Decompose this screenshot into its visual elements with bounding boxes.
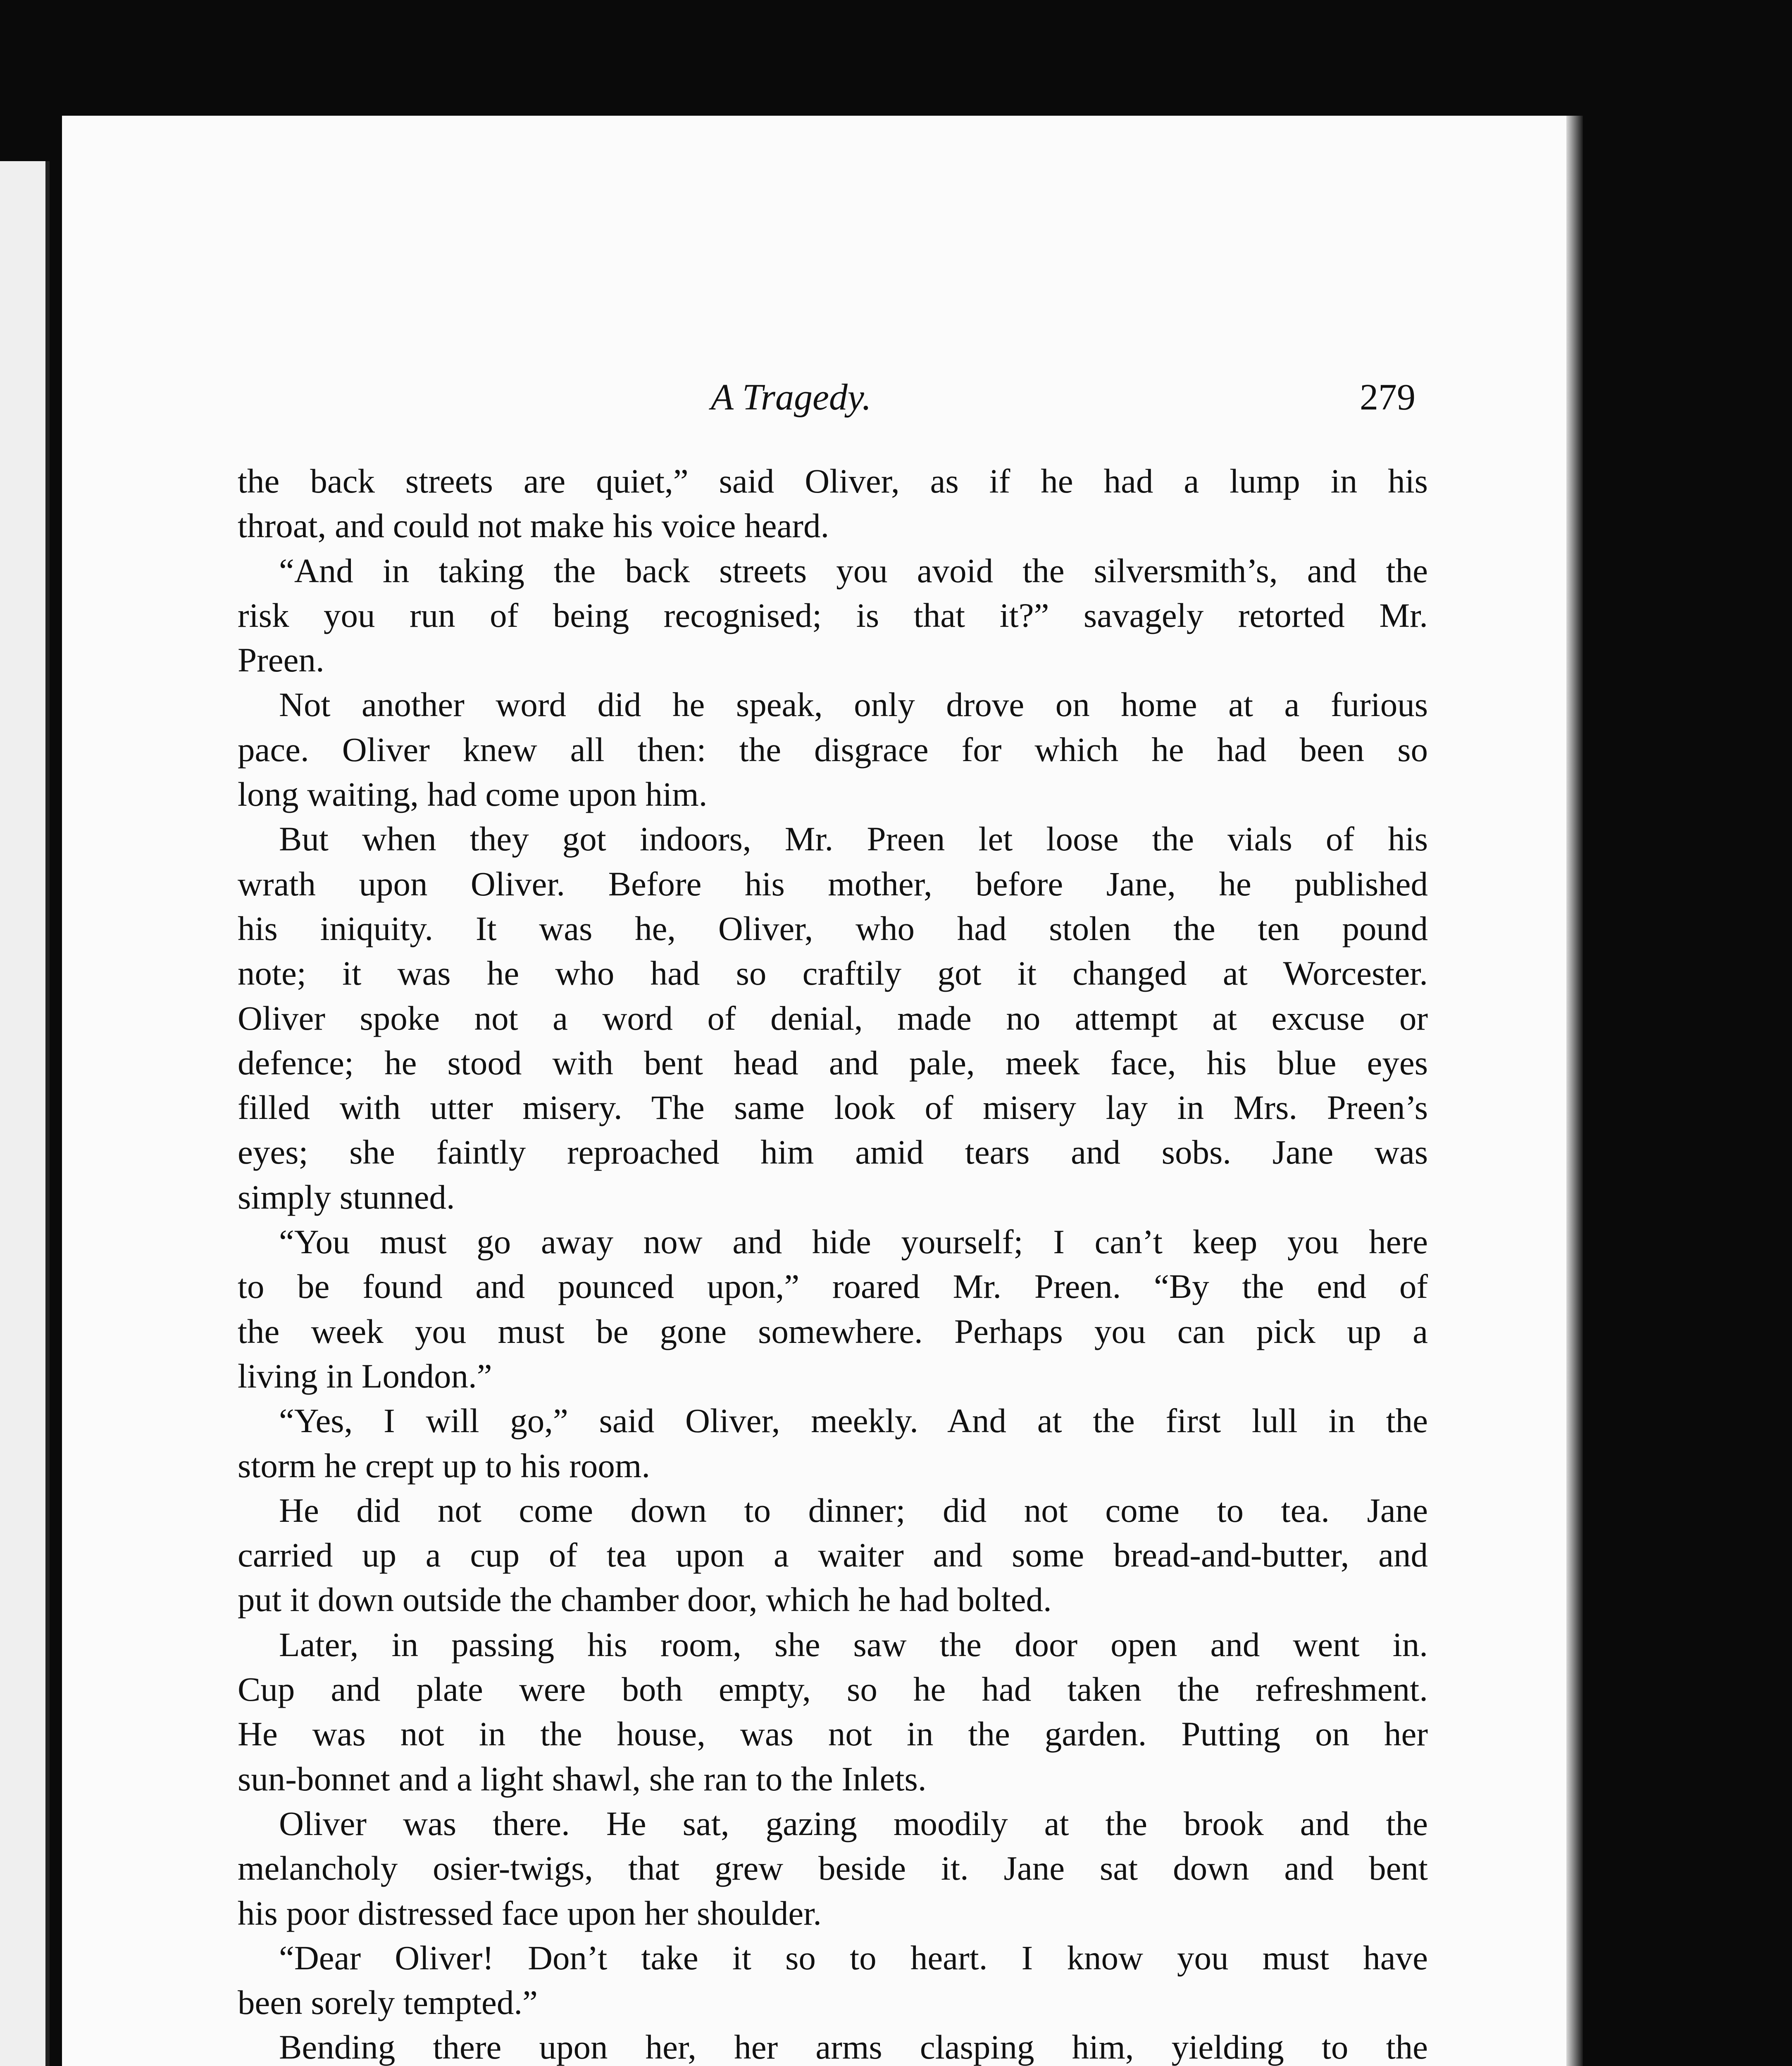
page-header <box>641 252 1418 418</box>
text-line: simply stunned. <box>238 1178 455 1216</box>
text-line: to be found and pounced upon,” roared Mr. Preen. “By the end of <box>238 1267 1428 1306</box>
text-line: pace. Oliver knew all then: the disgrace for which he had been so <box>238 730 1428 769</box>
text-line: Oliver spoke not a word of denial, made no attempt at excuse or <box>238 999 1428 1037</box>
text-line: Preen. <box>238 641 324 679</box>
text-line: Later, in passing his room, she saw the door open and went in. <box>279 1625 1428 1664</box>
text-line: sun-bonnet and a light shawl, she ran to the Inlets. <box>238 1759 927 1798</box>
text-line: been sorely tempted.” <box>238 1983 538 2022</box>
body-text <box>238 459 1428 2066</box>
text-line: “Dear Oliver! Don’t take it so to heart. I know you must have <box>279 1938 1428 1977</box>
text-line: “Yes, I will go,” said Oliver, meekly. And at the first lull in the <box>279 1402 1428 1440</box>
book-page <box>62 116 1566 2066</box>
text-line: his iniquity. It was he, Oliver, who had stolen the ten pound <box>238 909 1428 947</box>
text-line: Oliver was there. He sat, gazing moodily at the brook and the <box>279 1804 1428 1842</box>
text-line: “And in taking the back streets you avoid the silversmith’s, and the <box>279 551 1428 590</box>
text-line: But when they got indoors, Mr. Preen let loose the vials of his <box>279 820 1428 858</box>
text-line: put it down outside the chamber door, which he had bolted. <box>238 1580 1052 1619</box>
text-line: the week you must be gone somewhere. Perhaps you can pick up a <box>238 1312 1428 1350</box>
text-line: He did not come down to dinner; did not come to tea. Jane <box>279 1491 1428 1529</box>
text-line: storm he crept up to his room. <box>238 1446 651 1485</box>
text-line: Not another word did he speak, only drove on home at a furious <box>279 685 1428 724</box>
text-line: Cup and plate were both empty, so he had taken the refreshment. <box>238 1670 1428 1709</box>
text-line: risk you run of being recognised; is that it?” savagely retorted Mr. <box>238 596 1428 634</box>
page-number: 279 <box>1360 377 1415 418</box>
text-line: He was not in the house, was not in the garden. Putting on her <box>238 1715 1428 1753</box>
running-title: A Tragedy. <box>711 377 872 418</box>
page-edge-shadow <box>1566 116 1583 2066</box>
text-line: eyes; she faintly reproached him amid tears and sobs. Jane was <box>238 1133 1428 1171</box>
text-line: note; it was he who had so craftily got it changed at Worcester. <box>238 954 1428 993</box>
text-line: long waiting, had come upon him. <box>238 775 708 814</box>
text-line: the back streets are quiet,” said Oliver, as if he had a lump in his <box>238 462 1428 500</box>
text-line: defence; he stood with bent head and pale, meek face, his blue eyes <box>238 1043 1428 1082</box>
text-line: wrath upon Oliver. Before his mother, before Jane, he published <box>238 864 1428 903</box>
text-line: filled with utter misery. The same look of misery lay in Mrs. Preen’s <box>238 1088 1428 1127</box>
text-line: his poor distressed face upon her shoulder. <box>238 1894 822 1932</box>
text-line: melancholy osier-twigs, that grew beside it. Jane sat down and bent <box>238 1849 1428 1887</box>
text-line: “You must go away now and hide yourself; I can’t keep you here <box>279 1223 1428 1261</box>
text-line: throat, and could not make his voice heard. <box>238 507 829 545</box>
text-line: living in London.” <box>238 1357 492 1395</box>
text-line: carried up a cup of tea upon a waiter and some bread-and-butter, and <box>238 1536 1428 1574</box>
text-line: Bending there upon her, her arms clasping him, yielding to the <box>279 2028 1428 2066</box>
previous-page-edge <box>0 161 50 2066</box>
